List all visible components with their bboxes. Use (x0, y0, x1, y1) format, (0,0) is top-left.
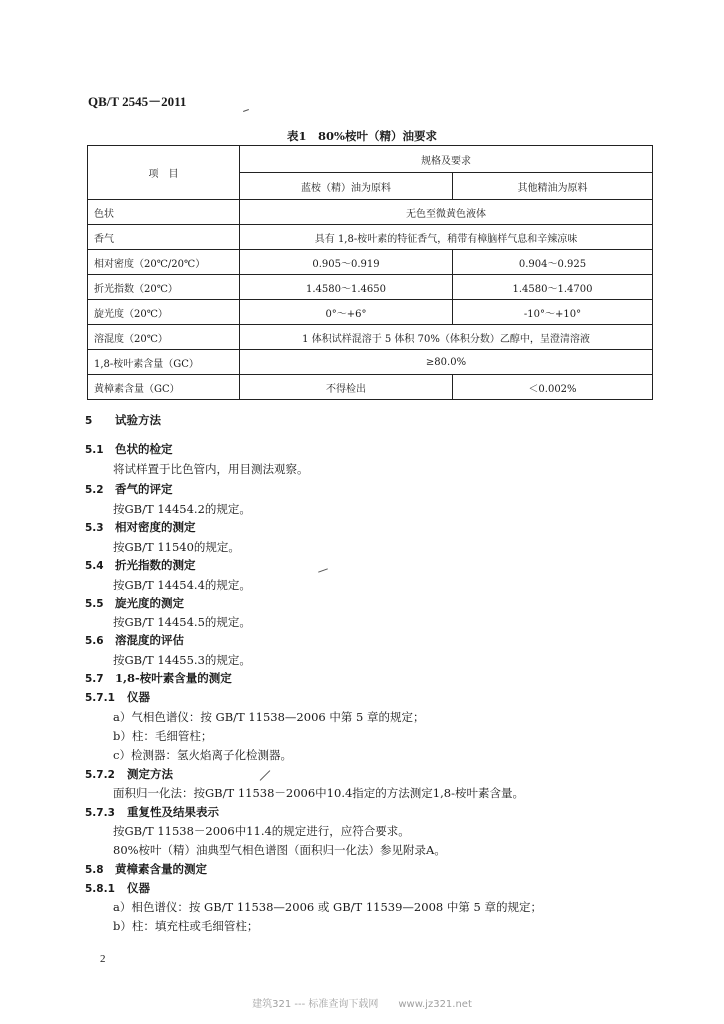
sub-header-other: 其他精油为原料 (453, 173, 653, 200)
section-5-4-heading: 5.4 折光指数的测定 (85, 558, 196, 572)
section-5-7-1-item: a）气相色谱仪：按 GB/T 11538—2006 中第 5 章的规定； (113, 710, 425, 724)
section-5-8-1-heading: 5.8.1 仪器 (85, 881, 150, 895)
page-number: 2 (100, 953, 106, 965)
section-5-heading: 5 试验方法 (85, 413, 161, 427)
section-5-8-heading: 5.8 黄樟素含量的测定 (85, 862, 207, 876)
row-value: 不得检出 (240, 375, 453, 400)
row-item: 相对密度（20℃/20℃） (88, 250, 240, 275)
row-value: 0°～+6° (240, 300, 453, 325)
section-5-7-3-body-2: 80%桉叶（精）油典型气相色谱图（面积归一化法）参见附录A。 (113, 843, 446, 857)
row-value: 1.4580～1.4700 (453, 275, 653, 300)
section-5-1-body: 将试样置于比色管内，用目测法观察。 (113, 462, 309, 476)
table-row (88, 200, 653, 225)
standard-code: QB/T 2545－2011 (88, 94, 187, 109)
requirements-table (87, 145, 653, 400)
row-item: 旋光度（20℃） (88, 300, 240, 325)
row-item: 溶混度（20℃） (88, 325, 240, 350)
spec-header: 规格及要求 (240, 146, 653, 173)
scan-mark (318, 568, 328, 572)
section-5-2-body: 按GB/T 14454.2的规定。 (113, 502, 251, 516)
section-5-5-body: 按GB/T 14454.5的规定。 (113, 615, 251, 629)
section-5-7-1-heading: 5.7.1 仪器 (85, 690, 150, 704)
table-row (88, 350, 653, 375)
table-row (88, 250, 653, 275)
row-value: ≥80.0% (240, 350, 653, 375)
row-value: -10°～+10° (453, 300, 653, 325)
section-5-7-3-body: 按GB/T 11538－2006中11.4的规定进行，应符合要求。 (113, 824, 410, 838)
section-5-6-heading: 5.6 溶混度的评估 (85, 633, 184, 647)
section-5-7-1-item: c）检测器：氢火焰离子化检测器。 (113, 748, 292, 762)
section-5-2-heading: 5.2 香气的评定 (85, 482, 173, 496)
section-5-7-2-heading: 5.7.2 测定方法 (85, 767, 173, 781)
section-5-7-2-body: 面积归一化法：按GB/T 11538－2006中10.4指定的方法测定1,8-桉叶素含量。 (113, 786, 524, 800)
section-5-1-heading: 5.1 色状的检定 (85, 442, 173, 456)
scan-mark (260, 770, 271, 781)
row-value: 1 体积试样混溶于 5 体积 70%（体积分数）乙醇中，呈澄清溶液 (240, 325, 653, 350)
scan-mark (243, 109, 249, 112)
table-row (88, 225, 653, 250)
section-5-4-body: 按GB/T 14454.4的规定。 (113, 578, 251, 592)
table-row (88, 375, 653, 400)
footer-watermark: 建筑321 --- 标准查询下载网 www.jz321.net (252, 999, 472, 1010)
section-5-6-body: 按GB/T 14455.3的规定。 (113, 653, 251, 667)
sub-header-blue-gum: 蓝桉（精）油为原料 (240, 173, 453, 200)
table-row (88, 275, 653, 300)
row-value: 0.905～0.919 (240, 250, 453, 275)
item-header: 项 目 (88, 146, 240, 200)
row-value: 具有 1,8-桉叶素的特征香气，稍带有樟脑样气息和辛辣凉味 (240, 225, 653, 250)
table-row (88, 325, 653, 350)
section-5-7-heading: 5.7 1,8-桉叶素含量的测定 (85, 671, 232, 685)
section-5-7-1-item: b）柱：毛细管柱； (113, 729, 213, 743)
table-caption: 表1 80%桉叶（精）油要求 (287, 129, 437, 143)
row-item: 色状 (88, 200, 240, 225)
section-5-8-1-item: b）柱：填充柱或毛细管柱； (113, 919, 259, 933)
row-item: 折光指数（20℃） (88, 275, 240, 300)
row-value: 无色至微黄色液体 (240, 200, 653, 225)
row-value: ＜0.002% (453, 375, 653, 400)
section-5-7-3-heading: 5.7.3 重复性及结果表示 (85, 805, 219, 819)
section-5-8-1-item: a）相色谱仪：按 GB/T 11538—2006 或 GB/T 11539—2008 中第 5 章的规定； (113, 900, 542, 914)
row-value: 1.4580～1.4650 (240, 275, 453, 300)
row-item: 香气 (88, 225, 240, 250)
row-value: 0.904～0.925 (453, 250, 653, 275)
section-5-5-heading: 5.5 旋光度的测定 (85, 596, 184, 610)
section-5-3-heading: 5.3 相对密度的测定 (85, 520, 196, 534)
row-item: 1,8-桉叶素含量（GC） (88, 350, 240, 375)
section-5-3-body: 按GB/T 11540的规定。 (113, 540, 240, 554)
table-row (88, 300, 653, 325)
row-item: 黄樟素含量（GC） (88, 375, 240, 400)
